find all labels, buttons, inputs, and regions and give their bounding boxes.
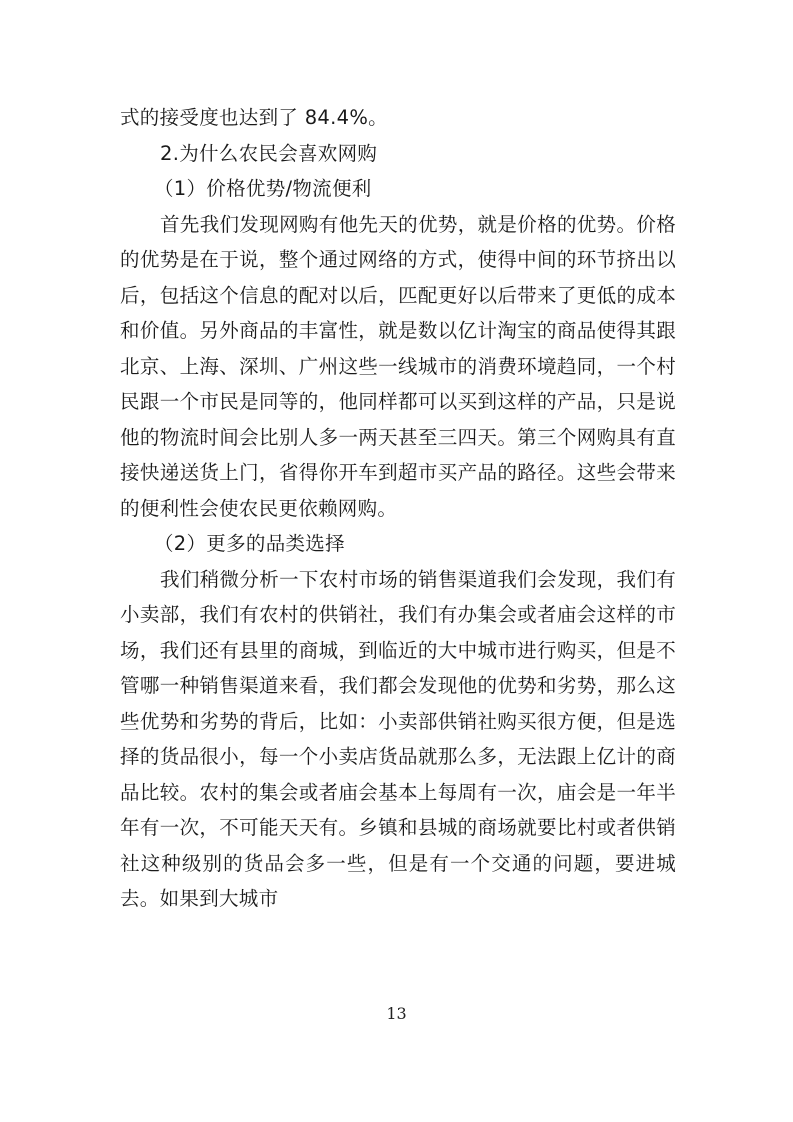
page-number: 13	[386, 1004, 407, 1023]
paragraph-price-advantage: 首先我们发现网购有他先天的优势，就是价格的优势。价格的优势是在于说，整个通过网络的方式，使得中间的环节挤出以后，包括这个信息的配对以后，匹配更好以后带来了更低的成本和价值。另外商品的丰富性，就是数以亿计淘宝的商品使得其跟北京、上海、深圳、广州这些一线城市的消费环境趋同，一个村民跟一个市民是同等的，他同样都可以买到这样的产品，只是说他的物流时间会比别人多一两天甚至三四天。第三个网购具有直接快递送货上门，省得你开车到超市买产品的路径。这些会带来的便利性会使农民更依赖网购。	[120, 212, 676, 520]
document-body	[120, 100, 676, 917]
paragraph-continuation: 式的接受度也达到了 84.4%。	[120, 106, 388, 129]
subsection-heading-price: （1）价格优势/物流便利	[154, 177, 372, 200]
subsection-heading-category: （2）更多的品类选择	[154, 532, 345, 555]
paragraph-sales-channels: 我们稍微分析一下农村市场的销售渠道我们会发现，我们有小卖部，我们有农村的供销社，我们有办集会或者庙会这样的市场，我们还有县里的商城，到临近的大中城市进行购买，但是不管哪一种销售渠道来看，我们都会发现他的优势和劣势，那么这些优势和劣势的背后，比如：小卖部供销社购买很方便，但是选择的货品很小，每一个小卖店货品就那么多，无法跟上亿计的商品比较。农村的集会或者庙会基本上每周有一次，庙会是一年半年有一次，不可能天天有。乡镇和县城的商场就要比村或者供销社这种级别的货品会多一些，但是有一个交通的问题，要进城去。如果到大城市	[120, 567, 676, 910]
section-heading: 2.为什么农民会喜欢网购	[160, 141, 378, 165]
